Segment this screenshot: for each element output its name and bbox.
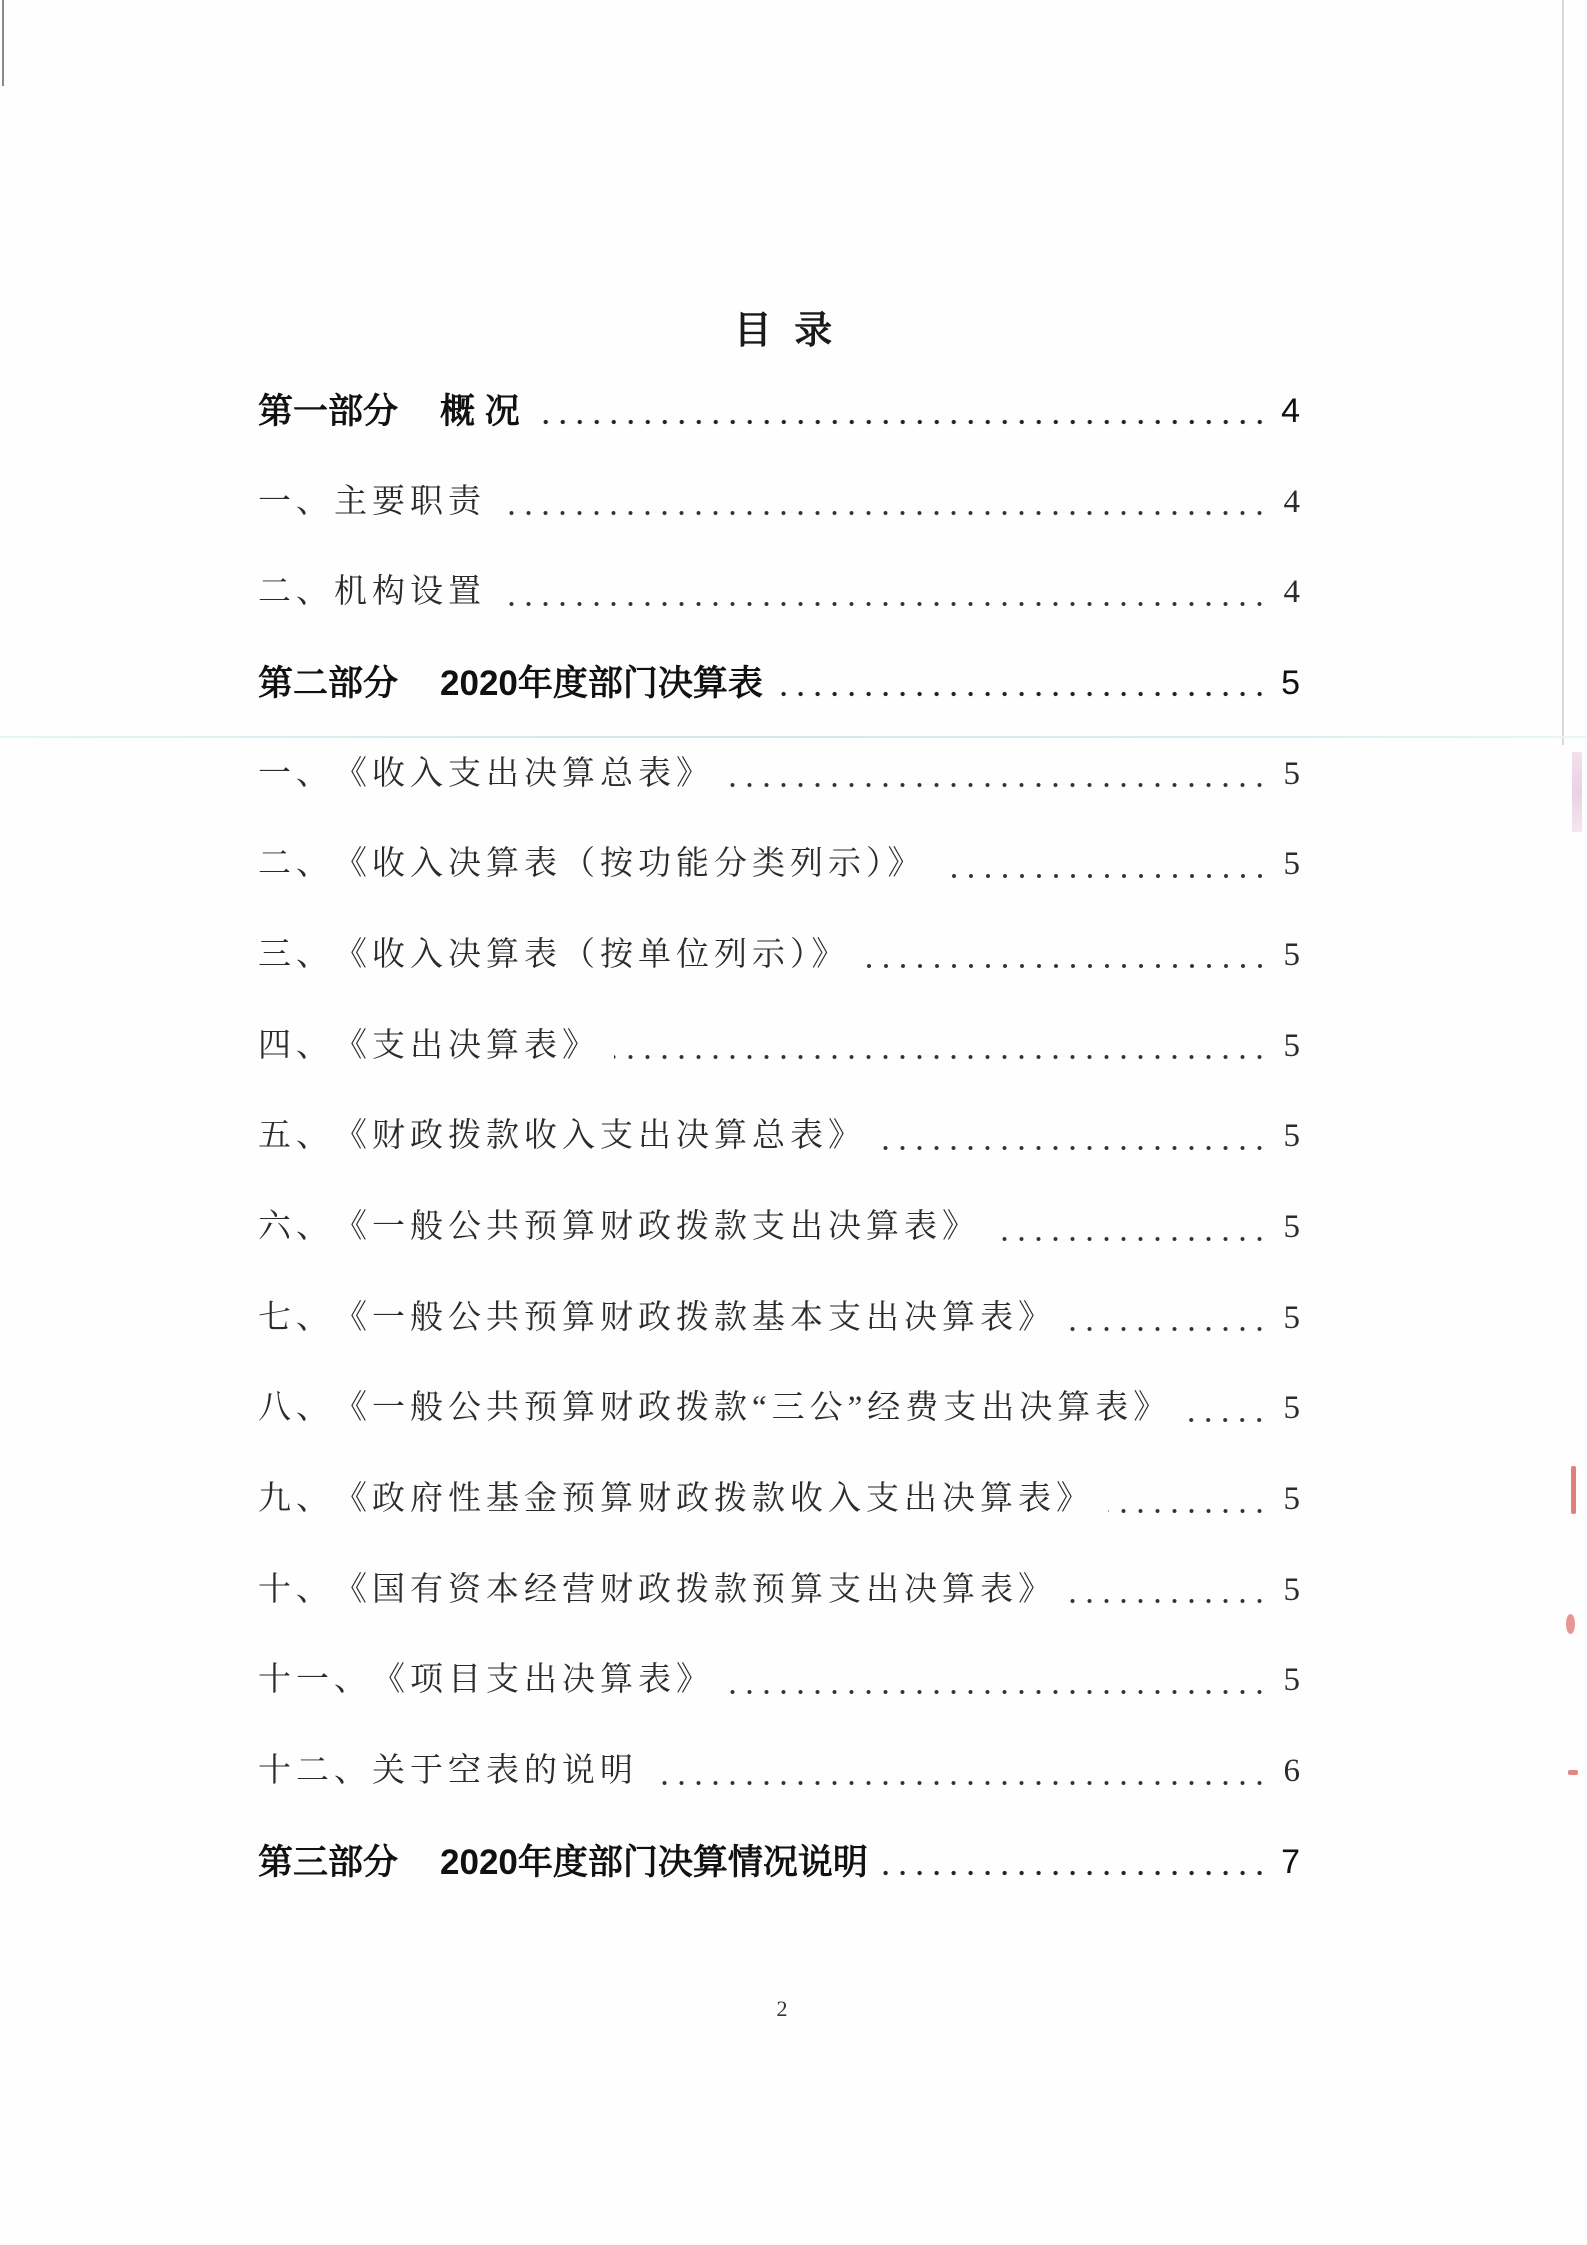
dot-leader bbox=[864, 940, 1269, 970]
item-title: 《项目支出决算表》 bbox=[372, 1662, 714, 1699]
item-title: 主要职责 bbox=[334, 483, 486, 520]
scan-edge-mark bbox=[1572, 752, 1582, 832]
part-title: 概 况 bbox=[440, 391, 520, 431]
dot-leader bbox=[728, 1666, 1268, 1696]
item-number: 十二、 bbox=[258, 1753, 372, 1790]
dot-leader bbox=[1185, 1394, 1268, 1424]
page-ref: 5 bbox=[1283, 755, 1300, 792]
dot-leader bbox=[994, 1213, 1268, 1243]
scan-edge-line bbox=[1562, 0, 1564, 745]
part-title: 2020年度部门决算表 bbox=[440, 663, 763, 703]
table-of-contents bbox=[258, 366, 1300, 1908]
item-title: 《收入支出决算总表》 bbox=[334, 755, 714, 792]
toc-item-entry bbox=[258, 1364, 1300, 1455]
dot-leader bbox=[882, 1847, 1268, 1877]
page-ref: 5 bbox=[1283, 1481, 1300, 1518]
item-number: 十一、 bbox=[258, 1662, 372, 1699]
toc-item-entry bbox=[258, 910, 1300, 1001]
page-ref: 5 bbox=[1281, 664, 1300, 703]
item-title: 《政府性基金预算财政拨款收入支出决算表》 bbox=[334, 1481, 1094, 1518]
item-title: 关于空表的说明 bbox=[372, 1753, 638, 1790]
item-number: 十、 bbox=[258, 1571, 334, 1608]
toc-item-entry bbox=[258, 1545, 1300, 1636]
item-number: 二、 bbox=[258, 846, 334, 883]
page-ref: 7 bbox=[1281, 1843, 1300, 1882]
dot-leader bbox=[652, 1757, 1268, 1787]
dot-leader bbox=[534, 396, 1268, 426]
item-number: 七、 bbox=[258, 1299, 334, 1336]
page-ref: 5 bbox=[1283, 1027, 1300, 1064]
toc-item-entry bbox=[258, 1273, 1300, 1364]
page-ref: 4 bbox=[1281, 392, 1300, 431]
page-ref: 5 bbox=[1283, 1299, 1300, 1336]
page-ref: 5 bbox=[1283, 1390, 1300, 1427]
dot-leader bbox=[500, 578, 1268, 608]
item-title: 《财政拨款收入支出决算总表》 bbox=[334, 1118, 866, 1155]
page-ref: 6 bbox=[1283, 1753, 1300, 1790]
toc-item-entry bbox=[258, 547, 1300, 638]
part-title: 2020年度部门决算情况说明 bbox=[440, 1842, 868, 1882]
toc-item-entry bbox=[258, 1636, 1300, 1727]
item-number: 九、 bbox=[258, 1481, 334, 1518]
page-ref: 4 bbox=[1283, 483, 1300, 520]
page-ref: 5 bbox=[1283, 846, 1300, 883]
item-number: 一、 bbox=[258, 755, 334, 792]
toc-part-entry bbox=[258, 638, 1300, 729]
dot-leader bbox=[1108, 1485, 1268, 1515]
dot-leader bbox=[614, 1031, 1268, 1061]
toc-part-entry bbox=[258, 366, 1300, 457]
scan-edge-mark bbox=[1568, 1770, 1578, 1775]
page-ref: 5 bbox=[1283, 1118, 1300, 1155]
toc-item-entry bbox=[258, 1726, 1300, 1817]
item-number: 一、 bbox=[258, 483, 334, 520]
toc-item-entry bbox=[258, 729, 1300, 820]
toc-part-entry bbox=[258, 1817, 1300, 1908]
page-ref: 5 bbox=[1283, 1209, 1300, 1246]
dot-leader bbox=[728, 759, 1268, 789]
item-title: 《国有资本经营财政拨款预算支出决算表》 bbox=[334, 1571, 1056, 1608]
item-title: 《一般公共预算财政拨款支出决算表》 bbox=[334, 1209, 980, 1246]
page-number: 2 bbox=[776, 1996, 788, 2021]
toc-heading: 目 录 bbox=[733, 310, 839, 352]
toc-item-entry bbox=[258, 1092, 1300, 1183]
scan-edge-line bbox=[2, 0, 4, 86]
toc-item-entry bbox=[258, 819, 1300, 910]
part-label: 第三部分 bbox=[258, 1842, 399, 1882]
dot-leader bbox=[777, 668, 1268, 698]
item-title: 《一般公共预算财政拨款基本支出决算表》 bbox=[334, 1299, 1056, 1336]
item-title: 《支出决算表》 bbox=[334, 1027, 600, 1064]
dot-leader bbox=[940, 850, 1269, 880]
toc-item-entry bbox=[258, 457, 1300, 548]
item-title: 《一般公共预算财政拨款“三公”经费支出决算表》 bbox=[334, 1390, 1172, 1427]
scan-edge-mark bbox=[1566, 1614, 1575, 1634]
dot-leader bbox=[1070, 1575, 1268, 1605]
item-title: 《收入决算表（按单位列示）》 bbox=[334, 936, 850, 973]
page-ref: 5 bbox=[1283, 1662, 1300, 1699]
scan-edge-mark bbox=[1571, 1466, 1576, 1514]
page-ref: 5 bbox=[1283, 1571, 1300, 1608]
dot-leader bbox=[1070, 1303, 1268, 1333]
part-label: 第二部分 bbox=[258, 663, 399, 703]
item-number: 三、 bbox=[258, 936, 334, 973]
item-number: 八、 bbox=[258, 1390, 334, 1427]
toc-item-entry bbox=[258, 1182, 1300, 1273]
page-ref: 5 bbox=[1283, 936, 1300, 973]
dot-leader bbox=[500, 487, 1268, 517]
item-title: 《收入决算表（按功能分类列示）》 bbox=[334, 846, 926, 883]
item-number: 二、 bbox=[258, 574, 334, 611]
item-number: 四、 bbox=[258, 1027, 334, 1064]
toc-item-entry bbox=[258, 1454, 1300, 1545]
part-label: 第一部分 bbox=[258, 391, 399, 431]
dot-leader bbox=[880, 1122, 1268, 1152]
item-title: 机构设置 bbox=[334, 574, 486, 611]
page-ref: 4 bbox=[1283, 574, 1300, 611]
item-number: 五、 bbox=[258, 1118, 334, 1155]
item-number: 六、 bbox=[258, 1209, 334, 1246]
toc-item-entry bbox=[258, 1001, 1300, 1092]
